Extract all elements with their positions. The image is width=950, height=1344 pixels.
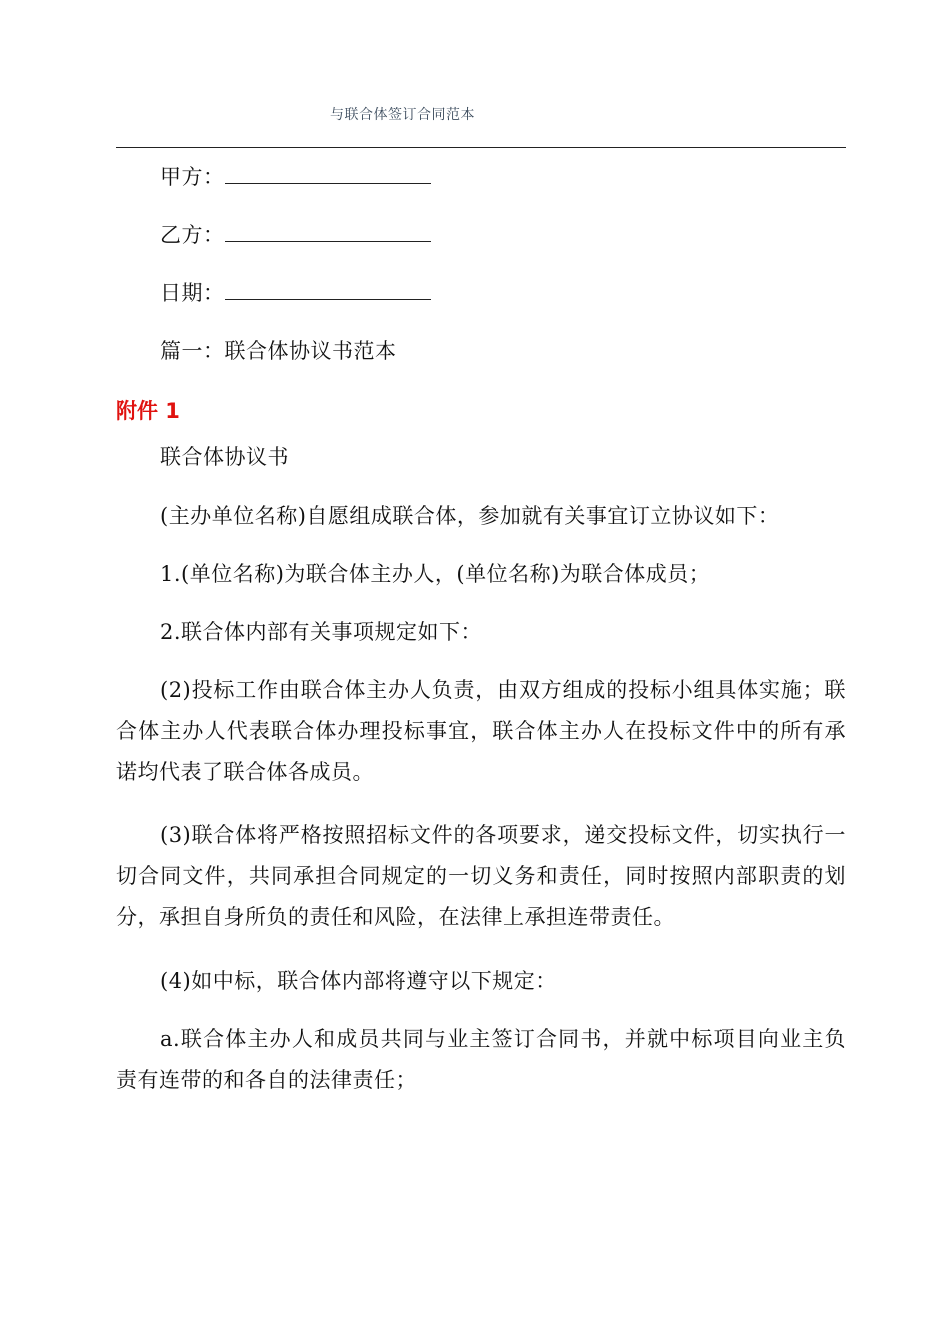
party-b-label: 乙方： bbox=[160, 223, 225, 247]
header-rule bbox=[116, 147, 846, 148]
doc-title: 联合体协议书 bbox=[160, 445, 289, 469]
paragraph-2-2: (2)投标工作由联合体主办人负责，由双方组成的投标小组具体实施；联合体主办人代表联合体办理投标事宜，联合体主办人在投标文件中的所有承诺均代表了联合体各成员。 bbox=[116, 678, 846, 784]
party-a-label: 甲方： bbox=[160, 165, 225, 189]
date-blank bbox=[225, 279, 431, 300]
date-row bbox=[160, 278, 431, 308]
paragraph-2-4: (4)如中标，联合体内部将遵守以下规定： bbox=[160, 969, 557, 993]
paragraph-1: 1.(单位名称)为联合体主办人，(单位名称)为联合体成员； bbox=[160, 562, 711, 586]
party-b-row bbox=[160, 220, 431, 250]
party-a-row bbox=[160, 162, 431, 192]
paragraph-2-3: (3)联合体将严格按照招标文件的各项要求，递交投标文件，切实执行一切合同文件，共同承担合同规定的一切义务和责任，同时按照内部职责的划分，承担自身所负的责任和风险，在法律上承担连带责任。 bbox=[116, 823, 846, 929]
paragraph-a: a.联合体主办人和成员共同与业主签订合同书，并就中标项目向业主负责有连带的和各自的法律责任； bbox=[116, 1027, 846, 1092]
annex-label: 附件 1 bbox=[116, 399, 180, 423]
paragraph-intro: (主办单位名称)自愿组成联合体，参加就有关事宜订立协议如下： bbox=[160, 504, 780, 528]
section-title: 篇一：联合体协议书范本 bbox=[160, 339, 397, 363]
party-b-blank bbox=[225, 221, 431, 242]
paragraph-2: 2.联合体内部有关事项规定如下： bbox=[160, 620, 483, 644]
party-a-blank bbox=[225, 163, 431, 184]
date-label: 日期： bbox=[160, 281, 225, 305]
page-header-title: 与联合体签订合同范本 bbox=[330, 107, 475, 123]
